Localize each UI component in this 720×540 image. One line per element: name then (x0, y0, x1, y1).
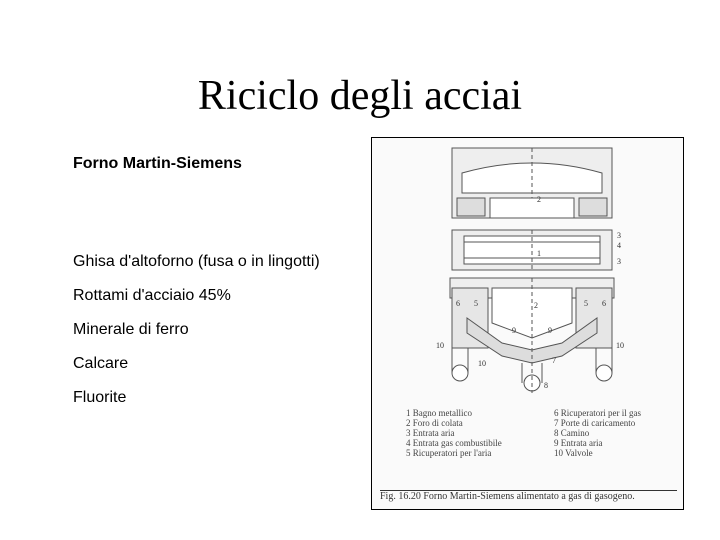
legend-item: 1 Bagno metallico (406, 408, 472, 418)
label-6-left: 6 (456, 299, 460, 308)
legend-item: 3 Entrata aria (406, 428, 455, 438)
legend-item: 4 Entrata gas combustibile (406, 438, 502, 448)
label-10-bottom: 10 (478, 359, 486, 368)
legend-item: 9 Entrata aria (554, 438, 603, 448)
legend-item: 5 Ricuperatori per l'aria (406, 448, 492, 458)
materials-list (73, 252, 320, 422)
list-item: Rottami d'acciaio 45% (73, 287, 231, 304)
legend-item: 8 Camino (554, 428, 590, 438)
legend-item: 10 Valvole (554, 448, 593, 458)
label-5-left: 5 (474, 299, 478, 308)
legend-item: 7 Porte di caricamento (554, 418, 636, 428)
slide-title: Riciclo degli acciai (197, 73, 523, 119)
label-8: 8 (544, 381, 548, 390)
legend-item: 6 Ricuperatori per il gas (554, 408, 641, 418)
legend-left (406, 408, 502, 458)
label-9-right: 9 (548, 326, 552, 335)
furnace-section-view (450, 278, 614, 393)
list-item: Fluorite (73, 389, 127, 406)
label-2: 2 (537, 195, 541, 204)
list-item: Minerale di ferro (73, 321, 189, 338)
furnace-plan-view (452, 230, 612, 270)
label-1: 1 (537, 249, 541, 258)
list-item: Calcare (73, 355, 129, 372)
label-5-right: 5 (584, 299, 588, 308)
legend-item: 2 Foro di colata (406, 418, 463, 428)
label-7: 7 (552, 356, 556, 365)
label-10-left: 10 (436, 341, 444, 350)
legend-right (554, 408, 641, 458)
label-6-right: 6 (602, 299, 606, 308)
label-4: 4 (617, 241, 621, 250)
label-10-right: 10 (616, 341, 624, 350)
label-3: 3 (617, 231, 621, 240)
furnace-figure (371, 137, 684, 510)
label-3b: 3 (617, 257, 621, 266)
slide-subtitle: Forno Martin-Siemens (73, 155, 242, 172)
list-item: Ghisa d'altoforno (fusa o in lingotti) (73, 253, 320, 270)
figure-caption: Fig. 16.20 Forno Martin-Siemens alimentato a gas di gasogeno. (380, 491, 635, 502)
furnace-top-view (452, 148, 612, 218)
label-2b: 2 (534, 301, 538, 310)
label-9-left: 9 (512, 326, 516, 335)
